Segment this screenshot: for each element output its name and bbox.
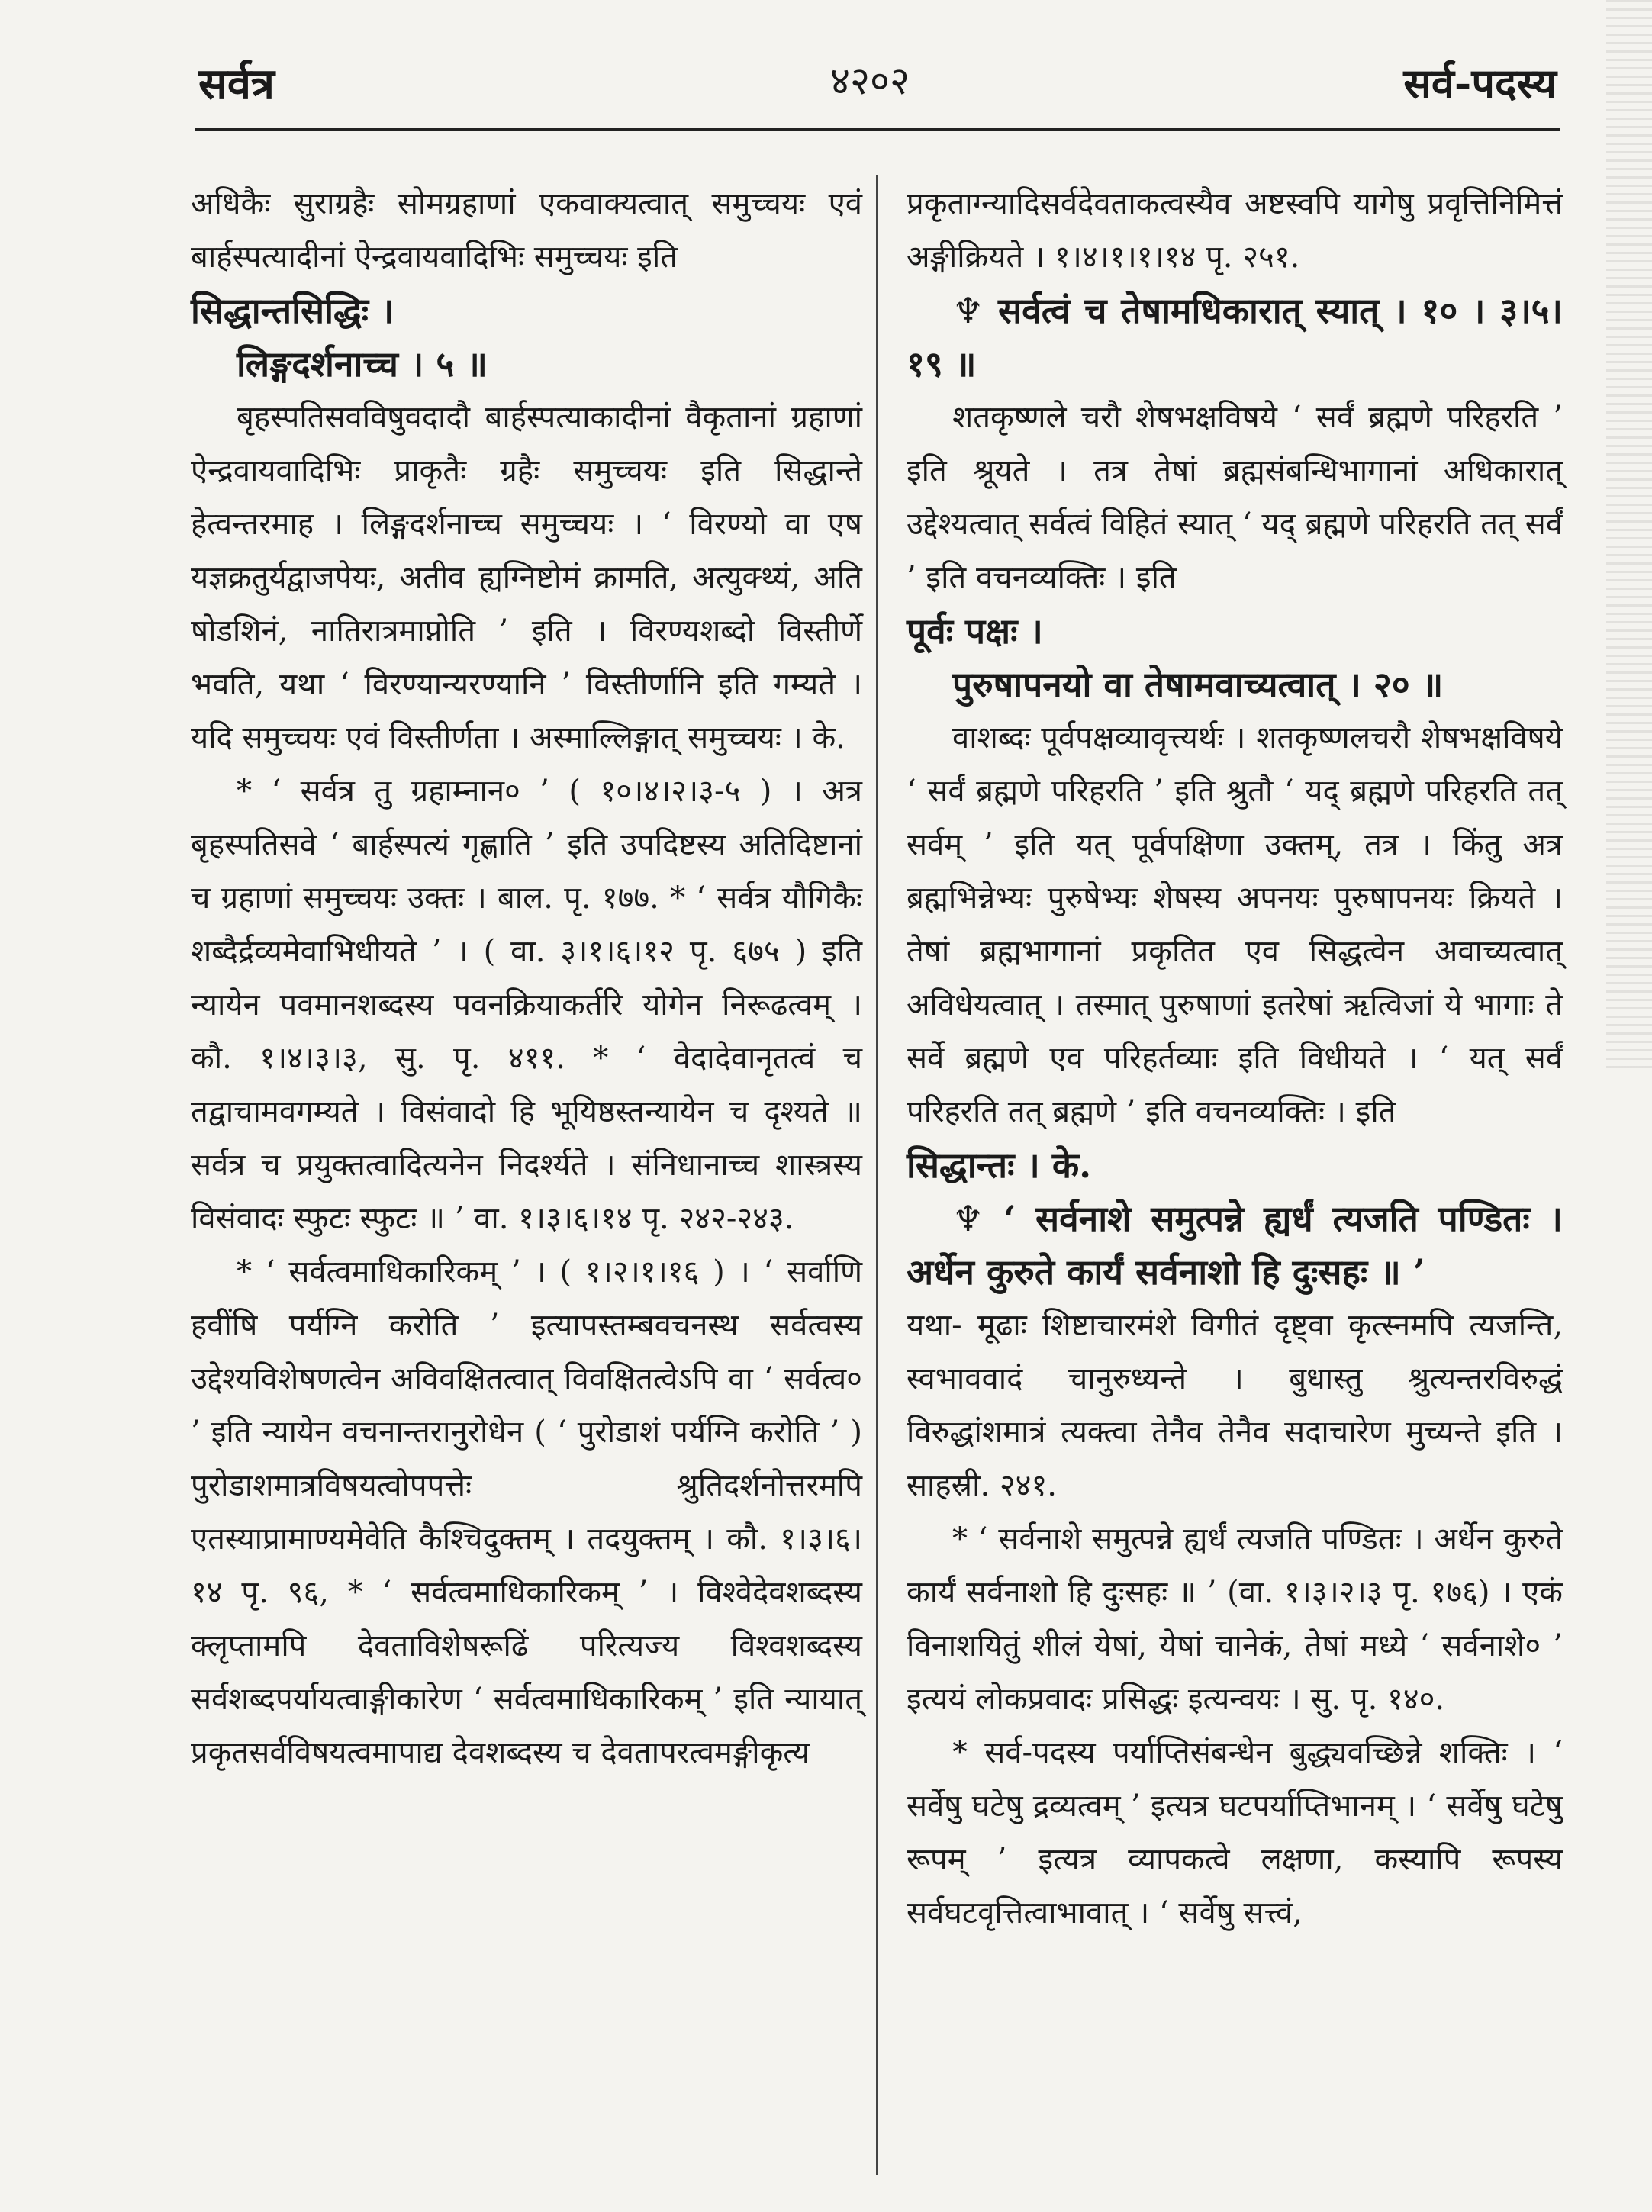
paragraph: * ‘ सर्वत्वमाधिकारिकम् ’ । ( १।२।१।१६ ) । ‘ सर्वाणि हवींषि पर्यग्नि करोति ’ इत्यापस्तम्बवचनस्थ सर्वत्वस्य उद्देश्यविशेषणत्वेन अविवक्षितत्वात् विवक्षितत्वेऽपि वा ‘ सर्वत्व० ’ इति न्यायेन वचनान्तरानुरोधेन ( ‘ पुरोडाशं पर्यग्नि करोति ’ ) पुरोडाशमात्रविषयत्वोपपत्तेः श्रुतिदर्शनोत्तरमपि एतस्याप्रामाण्यमेवेति कैश्चिदुक्तम् । तदयुक्तम् । कौ. १।३।६।१४ पृ. ९६, * ‘ सर्वत्वमाधिकारिकम् ’ । विश्वेदेवशब्दस्य क्लृप्तामपि देवताविशेषरूढिं परित्यज्य विश्वशब्दस्य सर्वशब्दपर्यायत्वाङ्गीकारेण ‘ सर्वत्वमाधिकारिकम् ’ इति न्यायात् प्रकृतसर्वविषयत्वमापाद्य देवशब्दस्य च देवतापरत्वमङ्गीकृत्य [191, 1254, 862, 1770]
paragraph: पूर्वः पक्षः । [907, 610, 1043, 652]
paragraph: अधिकैः सुराग्रहैः सोमग्रहाणां एकवाक्यत्वात् समुच्चयः एवं बार्हस्पत्यादीनां ऐन्द्रवायवादिभिः समुच्चयः इति [191, 186, 862, 275]
right-column [907, 177, 1563, 1940]
paragraph: यथा- मूढाः शिष्टाचारमंशे विगीतं दृष्ट्वा कृत्स्नमपि त्यजन्ति, स्वभाववादं चानुरुध्यन्ते । बुधास्तु श्रुत्यन्तरविरुद्धं विरुद्धांशमात्रं त्यक्त्वा तेनैव तेनैव सदाचारेण मुच्यन्ते इति । साहस्री. २४१. [907, 1308, 1563, 1503]
sutra-heading: पुरुषापनयो वा तेषामवाच्यत्वात् । २० ॥ [952, 664, 1444, 705]
paragraph: बृहस्पतिसवविषुवदादौ बार्हस्पत्याकादीनां वैकृतानां ग्रहाणां ऐन्द्रवायवादिभिः प्राकृतैः ग्रहैः समुच्चयः इति सिद्धान्ते हेत्वन्तरमाह । लिङ्गदर्शनाच्च समुच्चयः । ‘ विरण्यो वा एष यज्ञक्रतुर्यद्वाजपेयः, अतीव ह्यग्निष्टोमं क्रामति, अत्युक्थ्यं, अति षोडशिनं, नातिरात्रमाप्नोति ’ इति । विरण्यशब्दो विस्तीर्णे भवति, यथा ‘ विरण्यान्यरण्यानि ’ विस्तीर्णानि इति गम्यते । यदि समुच्चयः एवं विस्तीर्णता । अस्माल्लिङ्गात् समुच्चयः । के. [191, 400, 862, 755]
column-divider [876, 175, 878, 2175]
paragraph: * ‘ सर्वत्र तु ग्रहाम्नान० ’ ( १०।४।२।३-५ ) । अत्र बृहस्पतिसवे ‘ बार्हस्पत्यं गृह्णाति ’ इति उपदिष्टस्य अतिदिष्टानां च ग्रहाणां समुच्चयः उक्तः । बाल. पृ. १७७. * ‘ सर्वत्र यौगिकैः शब्दैर्द्रव्यमेवाभिधीयते ’ । ( वा. ३।१।६।१२ पृ. ६७५ ) इति न्यायेन पवमानशब्दस्य पवनक्रियाकर्तरि योगेन निरूढत्वम् । कौ. १।४।३।३, सु. पृ. ४११. * ‘ वेदादेवानृतत्वं च तद्वाचामवगम्यते । विसंवादो हि भूयिष्ठस्तन्यायेन च दृश्यते ॥ सर्वत्र च प्रयुक्तत्वादित्यनेन निदर्श्यते । संनिधानाच्च शास्त्रस्य विसंवादः स्फुटः स्फुटः ॥ ’ वा. १।३।६।१४ पृ. २४२-२४३. [191, 774, 862, 1236]
paragraph: * सर्व-पदस्य पर्याप्तिसंबन्धेन बुद्ध्यवच्छिन्ने शक्तिः । ‘ सर्वेषु घटेषु द्रव्यत्वम् ’ इत्यत्र घटपर्याप्तिभानम् । ‘ सर्वेषु घटेषु रूपम् ’ इत्यत्र व्यापकत्वे लक्षणा, कस्यापि रूपस्य सर्वघटवृत्तित्वाभावात् । ‘ सर्वेषु सत्त्वं, [907, 1735, 1563, 1930]
paragraph: * ‘ सर्वनाशे समुत्पन्ने ह्यर्धं त्यजति पण्डितः । अर्धेन कुरुते कार्यं सर्वनाशो हि दुःसहः ॥ ’ (वा. १।३।२।३ पृ. १७६) । एकं विनाशयितुं शीलं येषां, येषां चानेकं, तेषां मध्ये ‘ सर्वनाशे० ’ इत्ययं लोकप्रवादः प्रसिद्धः इत्यन्वयः । सु. पृ. १४०. [907, 1521, 1563, 1717]
sutra-heading: ♆ सर्वत्वं च तेषामधिकारात् स्यात् । १० । ३।५।१९ ॥ [907, 290, 1563, 385]
page-number: ४२०२ [830, 59, 910, 103]
sutra-heading: लिङ्गदर्शनाच्च । ५ ॥ [237, 343, 488, 385]
paragraph: प्रकृताग्न्यादिसर्वदेवताकत्वस्यैव अष्टस्वपि यागेषु प्रवृत्तिनिमित्तं अङ्गीक्रियते । १।४।१।१।१४ पृ. २५१. [907, 186, 1563, 275]
header-right-keyword: सर्व-पदस्य [1403, 59, 1557, 108]
paragraph: शतकृष्णले चरौ शेषभक्षविषये ‘ सर्वं ब्रह्मणे परिहरति ’ इति श्रूयते । तत्र तेषां ब्रह्मसंबन्धिभागानां अधिकारात् उद्देश्यत्वात् सर्वत्वं विहितं स्यात् ‘ यद् ब्रह्मणे परिहरति तत् सर्वं ’ इति वचनव्यक्तिः । इति [907, 400, 1563, 595]
header-left-keyword: सर्वत्र [198, 59, 275, 109]
paragraph: वाशब्दः पूर्वपक्षव्यावृत्त्यर्थः । शतकृष्णलचरौ शेषभक्षविषये ‘ सर्वं ब्रह्मणे परिहरति ’ इति श्रुतौ ‘ यद् ब्रह्मणे परिहरति तत् सर्वम् ’ इति यत् पूर्वपक्षिणा उक्तम्, तत्र । किंतु अत्र ब्रह्मभिन्नेभ्यः पुरुषेभ्यः शेषस्य अपनयः पुरुषापनयः क्रियते । तेषां ब्रह्मभागानां प्रकृतित एव सिद्धत्वेन अवाच्यत्वात् अविधेयत्वात् । तस्मात् पुरुषाणां इतरेषां ऋत्विजां ये भागाः ते सर्वे ब्रह्मणे एव परिहर्तव्याः इति विधीयते । ‘ यत् सर्वं परिहरति तत् ब्रह्मणे ’ इति वचनव्यक्तिः । इति [907, 720, 1563, 1129]
left-column [191, 177, 862, 1779]
verse-quote: ♆ ‘ सर्वनाशे समुत्पन्ने ह्यर्धं त्यजति पण्डितः । अर्धेन कुरुते कार्यं सर्वनाशो हि दुःसहः ॥ ’ [907, 1198, 1563, 1293]
paragraph: सिद्धान्तसिद्धिः । [191, 290, 394, 331]
header-rule [195, 128, 1560, 131]
scan-edge-noise [1606, 0, 1652, 1068]
paragraph: सिद्धान्तः । के. [907, 1145, 1092, 1186]
page-header [183, 53, 1557, 114]
